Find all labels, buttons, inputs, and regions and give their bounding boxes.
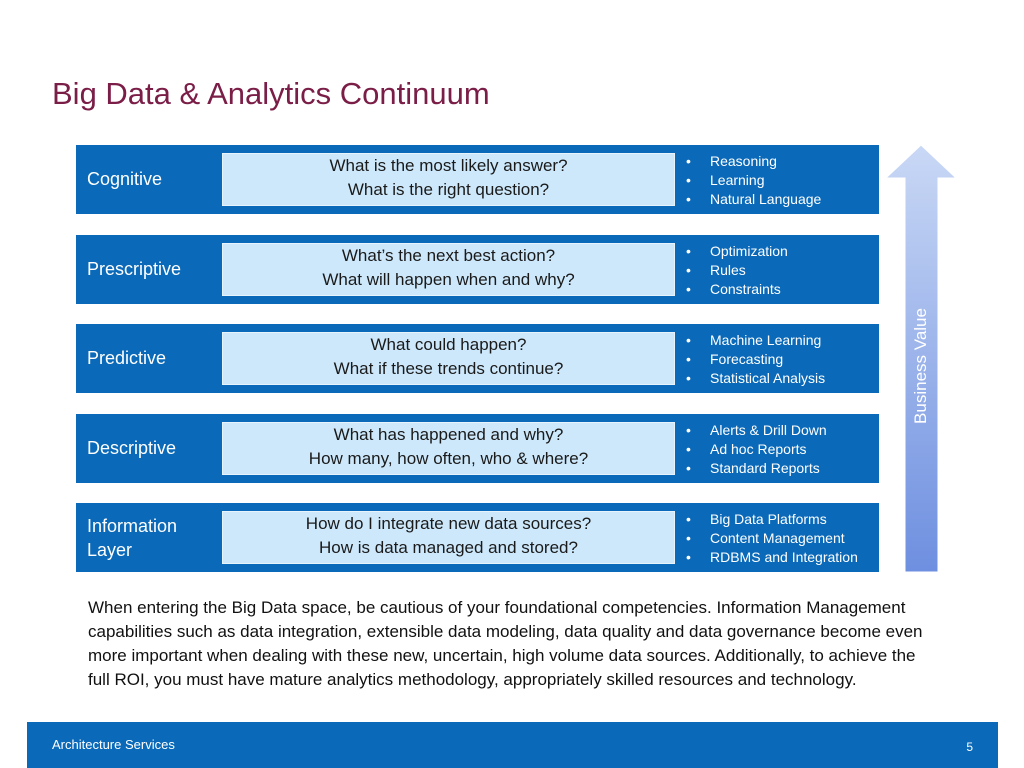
question-box xyxy=(222,153,675,206)
question-line: What could happen? xyxy=(370,335,527,354)
row-label xyxy=(87,436,176,460)
technique-item: • Reasoning xyxy=(684,152,821,171)
row-label-line: Layer xyxy=(87,540,133,560)
technique-item: • Machine Learning xyxy=(684,331,825,350)
technique-item: • Content Management xyxy=(684,529,858,548)
row-label xyxy=(87,514,177,562)
question-line: What has happened and why? xyxy=(333,425,564,444)
row-label xyxy=(87,257,181,281)
technique-item: • Learning xyxy=(684,171,821,190)
continuum-row-information-layer xyxy=(76,503,879,572)
technique-list xyxy=(684,510,858,567)
question-box xyxy=(222,243,675,296)
technique-item: • Standard Reports xyxy=(684,459,827,478)
technique-item: • Rules xyxy=(684,261,788,280)
question-line: What will happen when and why? xyxy=(322,270,575,289)
row-label xyxy=(87,167,162,191)
question-line: How do I integrate new data sources? xyxy=(305,514,592,533)
row-label-line: Information xyxy=(87,516,178,536)
technique-item: • Statistical Analysis xyxy=(684,369,825,388)
footer-label: Architecture Services xyxy=(52,737,175,752)
arrow-label: Business Value xyxy=(911,308,930,424)
technique-list xyxy=(684,421,827,478)
question-line: How many, how often, who & where? xyxy=(308,449,589,468)
slide-title: Big Data & Analytics Continuum xyxy=(52,76,490,111)
row-label-line: Predictive xyxy=(87,348,167,368)
question-line: What’s the next best action? xyxy=(341,246,556,265)
question-box xyxy=(222,511,675,564)
continuum-row-predictive xyxy=(76,324,879,393)
continuum-row-cognitive xyxy=(76,145,879,214)
technique-item: • Constraints xyxy=(684,280,788,299)
technique-item: • Ad hoc Reports xyxy=(684,440,827,459)
footer-bar xyxy=(27,722,998,768)
technique-item: • Alerts & Drill Down xyxy=(684,421,827,440)
question-line: What if these trends continue? xyxy=(333,359,564,378)
question-line: What is the most likely answer? xyxy=(329,156,568,175)
technique-item: • Natural Language xyxy=(684,190,821,209)
row-label-line: Cognitive xyxy=(87,169,163,189)
row-label-line: Prescriptive xyxy=(87,259,182,279)
question-line: How is data managed and stored? xyxy=(319,538,578,557)
technique-list xyxy=(684,152,821,209)
technique-list xyxy=(684,331,825,388)
page-number: 5 xyxy=(966,740,973,754)
question-box xyxy=(222,422,675,475)
body-paragraph: When entering the Big Data space, be cautious of your foundational competencies. Information Management capabilities such as data integration, extensible data modeling, data quality and data governance become even more important when dealing with these new, uncertain, high volume data sources. Additionally, to achieve the full ROI, you must have mature analytics methodology, appropriately skilled resources and technology. xyxy=(88,598,923,689)
continuum-row-prescriptive xyxy=(76,235,879,304)
row-label-line: Descriptive xyxy=(87,438,177,458)
question-box xyxy=(222,332,675,385)
question-line: What is the right question? xyxy=(347,180,550,199)
technique-item: • Optimization xyxy=(684,242,788,261)
technique-item: • Big Data Platforms xyxy=(684,510,858,529)
row-label xyxy=(87,346,166,370)
technique-list xyxy=(684,242,788,299)
continuum-row-descriptive xyxy=(76,414,879,483)
technique-item: • RDBMS and Integration xyxy=(684,548,858,567)
technique-item: • Forecasting xyxy=(684,350,825,369)
